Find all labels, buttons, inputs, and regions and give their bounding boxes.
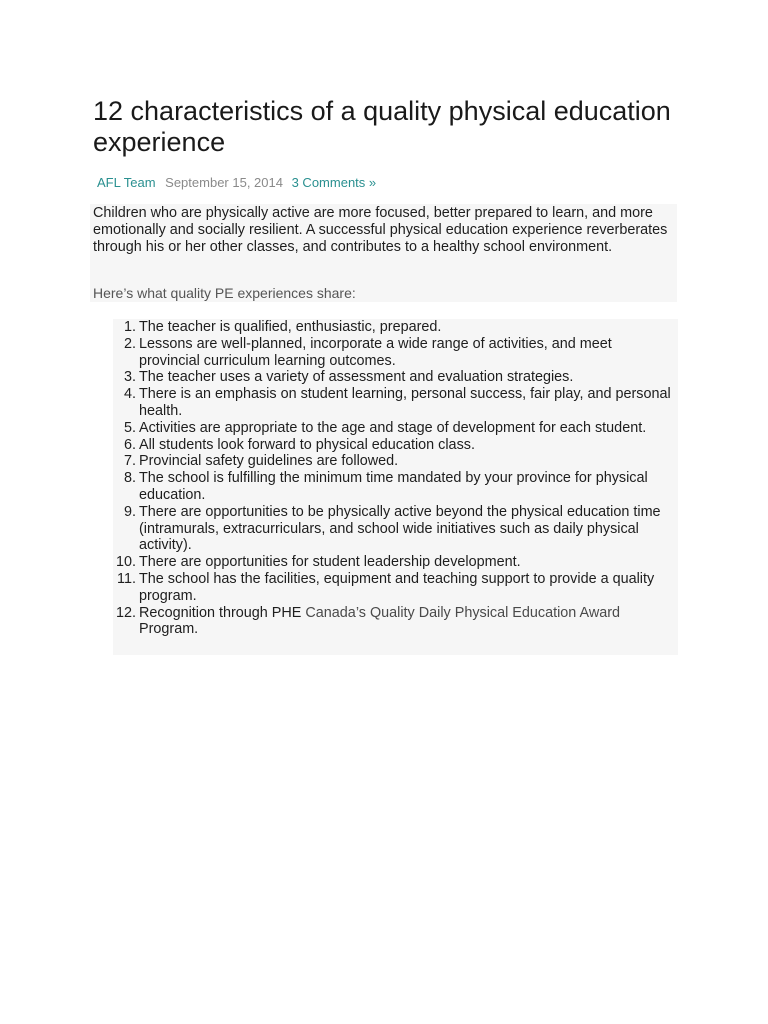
article-meta	[93, 175, 683, 191]
list-item	[113, 453, 673, 470]
publish-date: September 15, 2014	[165, 175, 283, 190]
article-title: 12 characteristics of a quality physical education experience	[93, 96, 671, 157]
list-item-text: Activities are appropriate to the age and stage of development for each student.	[139, 419, 647, 436]
comments-link[interactable]: 3 Comments »	[291, 175, 377, 190]
list-item-number: 5 .	[113, 420, 136, 437]
list-item-text: There is an emphasis on student learning, personal success, fair play, and personal health.	[139, 386, 671, 419]
list-item-number: 9 .	[113, 504, 136, 521]
share-label: Here’s what quality PE experiences share:	[93, 285, 356, 301]
list-item-text: Lessons are well-planned, incorporate a wide range of activities, and meet provincial curriculum learning outcomes.	[139, 335, 612, 369]
intro-section	[90, 204, 677, 302]
list-item-text: The teacher is qualified, enthusiastic, prepared.	[139, 319, 442, 335]
author-link[interactable]: AFL Team	[97, 175, 156, 190]
list-item-number: 6 .	[113, 437, 136, 454]
list-item	[113, 319, 673, 336]
list-item-text: The school has the facilities, equipment and teaching support to provide a quality program.	[139, 570, 655, 604]
list-item-text: The teacher uses a variety of assessment and evaluation strategies.	[139, 369, 574, 386]
list-item-text	[139, 605, 673, 639]
list-item-text: The school is fulfilling the minimum time mandated by your province for physical education.	[139, 470, 648, 503]
list-item-text: There are opportunities to be physically active beyond the physical education time (intramurals, extracurriculars, and school wide initiatives such as daily physical activity).	[139, 503, 661, 554]
intro-paragraph: Children who are physically active are more focused, better prepared to learn, and more emotionally and socially resilient. A successful physical education experience reverberates through his or her other classes, and contributes to a healthy school environment.	[93, 205, 668, 255]
list-item-number: 7 .	[113, 453, 136, 470]
list-item-number: 8 .	[113, 470, 136, 487]
list-item	[113, 336, 673, 370]
list-item	[113, 554, 673, 571]
list-item-text: All students look forward to physical education class.	[139, 436, 475, 453]
list-item-number: 12 .	[113, 605, 136, 622]
list-item	[113, 605, 673, 639]
list-item	[113, 369, 673, 386]
list-item-number: 1 .	[113, 319, 136, 336]
list-item	[113, 437, 673, 454]
list-item-number: 2 .	[113, 336, 136, 353]
list-item-text: There are opportunities for student leadership development.	[139, 554, 521, 571]
list-item-text: Provincial safety guidelines are followed.	[139, 453, 399, 470]
list-item-text-end: Program.	[139, 621, 199, 638]
article	[93, 96, 683, 191]
list-item-number: 11 .	[113, 571, 136, 588]
characteristics-section	[113, 319, 678, 655]
list-item	[113, 504, 673, 554]
list-item	[113, 571, 673, 605]
list-item-text-start: Recognition through PHE	[139, 604, 306, 621]
characteristics-list	[113, 319, 673, 638]
award-program-link[interactable]: Canada’s Quality Daily Physical Education Award	[305, 604, 621, 621]
list-item-number: 10 .	[113, 554, 136, 571]
list-item	[113, 386, 673, 420]
list-item	[113, 470, 673, 504]
list-item	[113, 420, 673, 437]
list-item-number: 3 .	[113, 369, 136, 386]
list-item-number: 4 .	[113, 386, 136, 403]
